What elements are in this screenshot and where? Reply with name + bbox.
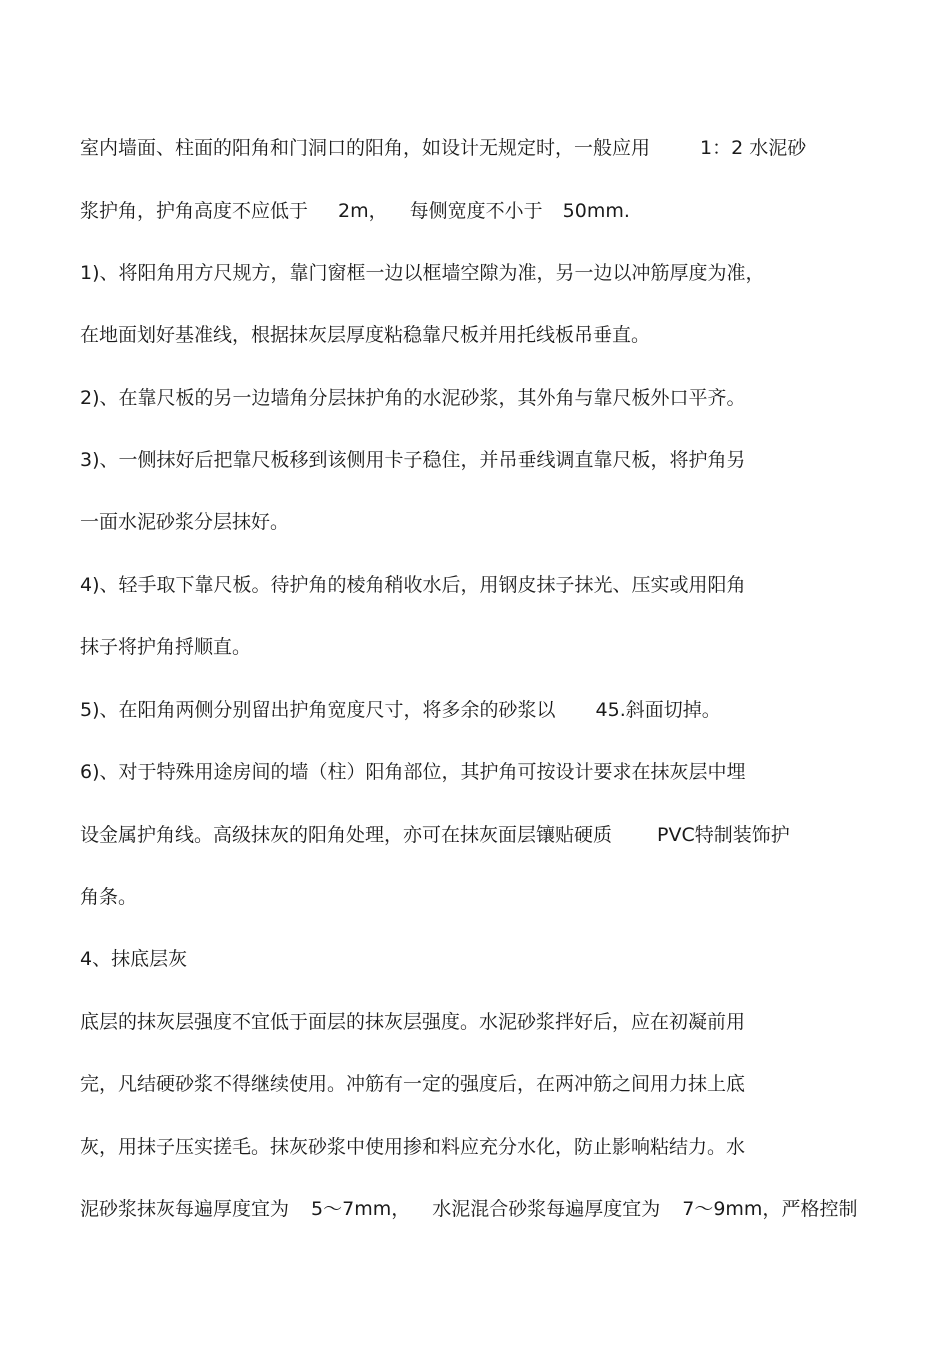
text-line xyxy=(80,820,790,850)
text-segment: 灰，用抹子压实搓毛。抹灰砂浆中使用掺和料应充分水化，防止影响粘结力。水 xyxy=(80,1136,746,1158)
text-line xyxy=(80,1194,857,1224)
text-line xyxy=(80,1069,745,1099)
text-segment: 5～7mm， xyxy=(311,1198,411,1220)
text-segment: 底层的抹灰层强度不宜低于面层的抹灰层强度。水泥砂浆拌好后，应在初凝前用 xyxy=(80,1011,746,1033)
text-segment: 4)、轻手取下靠尺板。待护角的棱角稍收水后，用钢皮抹子抹光、压实或用阳角 xyxy=(80,574,746,596)
text-segment: 1)、将阳角用方尺规方，靠门窗框一边以框墙空隙为准，另一边以冲筋厚度为准， xyxy=(80,262,765,284)
text-line xyxy=(80,320,650,350)
text-line xyxy=(80,1007,745,1037)
text-segment: 6)、对于特殊用途房间的墙（柱）阳角部位，其护角可按设计要求在抹灰层中埋 xyxy=(80,761,746,783)
text-segment: 水泥混合砂浆每遍厚度宜为 xyxy=(432,1198,661,1220)
text-segment: 浆护角，护角高度不应低于 xyxy=(80,200,309,222)
text-segment: 在地面划好基准线，根据抹灰层厚度粘稳靠尺板并用托线板吊垂直。 xyxy=(80,324,651,346)
text-segment: 泥砂浆抹灰每遍厚度宜为 xyxy=(80,1198,290,1220)
text-segment: 45.斜面切掉。 xyxy=(595,699,721,721)
text-segment: 3)、一侧抹好后把靠尺板移到该侧用卡子稳住，并吊垂线调直靠尺板，将护角另 xyxy=(80,449,746,471)
text-line xyxy=(80,507,289,537)
text-segment: 5)、在阳角两侧分别留出护角宽度尺寸，将多余的砂浆以 xyxy=(80,699,556,721)
text-segment: 室内墙面、柱面的阳角和门洞口的阳角，如设计无规定时，一般应用 xyxy=(80,137,651,159)
text-line xyxy=(80,445,746,475)
text-segment: 完，凡结硬砂浆不得继续使用。冲筋有一定的强度后，在两冲筋之间用力抹上底 xyxy=(80,1073,746,1095)
text-line xyxy=(80,570,746,600)
text-segment: 50mm. xyxy=(562,200,630,222)
text-segment: 每侧宽度不小于 xyxy=(409,200,543,222)
text-segment: 抹子将护角捋顺直。 xyxy=(80,636,252,658)
text-segment: 2m， xyxy=(338,200,388,222)
text-line xyxy=(80,882,137,912)
section-heading xyxy=(80,944,187,974)
text-segment: PVC特制装饰护 xyxy=(657,824,790,846)
text-segment: 2)、在靠尺板的另一边墙角分层抹护角的水泥砂浆，其外角与靠尺板外口平齐。 xyxy=(80,387,746,409)
text-segment: 设金属护角线。高级抹灰的阳角处理，亦可在抹灰面层镶贴硬质 xyxy=(80,824,613,846)
text-segment: 1：2 水泥砂 xyxy=(700,137,807,159)
text-line xyxy=(80,632,251,662)
text-line xyxy=(80,133,806,163)
text-segment: 角条。 xyxy=(80,886,138,908)
text-segment: 严格控制 xyxy=(781,1198,858,1220)
text-segment: 7～9mm， xyxy=(682,1198,782,1220)
text-line xyxy=(80,383,746,413)
text-line xyxy=(80,695,721,725)
text-line xyxy=(80,757,746,787)
text-line xyxy=(80,196,630,226)
text-segment: 一面水泥砂浆分层抹好。 xyxy=(80,511,290,533)
text-line xyxy=(80,1132,745,1162)
text-segment: 4、抹底层灰 xyxy=(80,948,188,970)
text-line xyxy=(80,258,765,288)
